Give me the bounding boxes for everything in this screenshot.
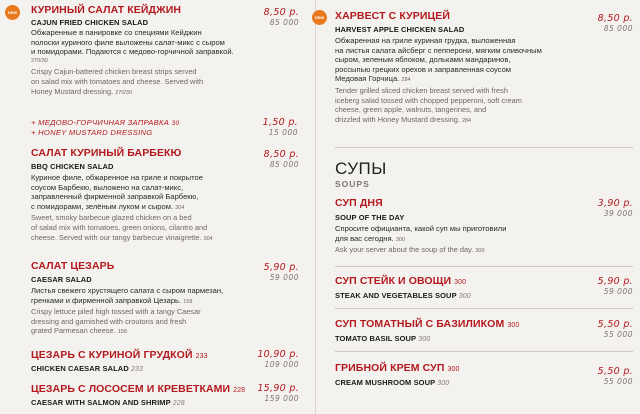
item-description-ru: Спросите официанта, какой суп мы приготовили для вас сегодня. 300 bbox=[335, 224, 507, 243]
item-title-en: CAESAR SALAD bbox=[31, 275, 92, 284]
item-title-ru: СУП ТОМАТНЫЙ С БАЗИЛИКОМ 300 bbox=[335, 318, 520, 330]
new-badge: NEW bbox=[5, 5, 20, 20]
item-divider bbox=[335, 351, 633, 352]
item-description-ru: Листья свежего хрустящего салата с сыром пармезан, гренками и фирменной заправкой Цезарь. 158 bbox=[31, 286, 224, 305]
menu-item-mushroom-soup[interactable] bbox=[335, 362, 633, 387]
item-title-ru: СУП ДНЯ bbox=[335, 197, 383, 209]
section-title-soups: СУПЫ bbox=[335, 159, 387, 178]
menu-item-soup-of-the-day[interactable] bbox=[335, 197, 633, 257]
right-column bbox=[306, 0, 640, 414]
section-subtitle-soups: SOUPS bbox=[335, 179, 370, 189]
item-description-en: Crispy Cajun-battered chicken breast strips served on salad mix with tomatoes and cheese. Served with Honey Mustard dressing. 270/30 bbox=[31, 67, 204, 96]
menu-item-bbq[interactable] bbox=[31, 147, 301, 244]
item-price: 10,90 р. 109 000 bbox=[257, 349, 299, 369]
menu-item-steak-soup[interactable] bbox=[335, 275, 633, 300]
item-description-en: Crispy lettuce piled high tossed with a tangy Caesar dressing and garnished with croutons and fresh grated Parmesan cheese. 158 bbox=[31, 307, 201, 336]
item-divider bbox=[335, 266, 633, 267]
menu-item-tomato-soup[interactable] bbox=[335, 318, 633, 343]
item-description-ru: Куриное филе, обжаренное на гриле и покрытое соусом Барбекю, выложено на салат-микс, заправленный фирменной заправкой Барбекю, с помидорами, зелёным луком и сыром. 304 bbox=[31, 173, 203, 211]
addon-price: 1,50 р. 15 000 bbox=[262, 117, 298, 137]
item-price: 5,90 р. 59 000 bbox=[597, 276, 633, 296]
addon-dressing-en: + HONEY MUSTARD DRESSING bbox=[31, 128, 153, 137]
item-title-en: CAJUN FRIED CHICKEN SALAD bbox=[31, 18, 149, 27]
item-title-ru: ЦЕЗАРЬ С ЛОСОСЕМ И КРЕВЕТКАМИ 228 bbox=[31, 383, 246, 395]
item-title-en: SOUP OF THE DAY bbox=[335, 213, 405, 222]
item-price: 8,50 р. 85 000 bbox=[263, 149, 299, 169]
item-price: 8,50 р. 85 000 bbox=[263, 7, 299, 27]
item-price: 15,90 р. 159 000 bbox=[257, 383, 299, 403]
item-price: 8,50 р. 85 000 bbox=[597, 13, 633, 33]
left-column bbox=[0, 0, 306, 414]
item-title-ru: ГРИБНОЙ КРЕМ СУП 300 bbox=[335, 362, 460, 374]
item-price: 5,50 р. 55 000 bbox=[597, 319, 633, 339]
item-price: 5,90 р. 59 000 bbox=[263, 262, 299, 282]
item-description-en: Tender grilled sliced chicken breast served with fresh iceberg salad tossed with chopped pepperoni, soft cream cheese, green apple, walnuts, tangerines, and drizzled with Honey Mustard dressing. 284 bbox=[335, 85, 522, 124]
item-title-en: CHICKEN CAESAR SALAD 233 bbox=[31, 364, 144, 373]
new-badge: NEW bbox=[312, 10, 327, 25]
item-title-en: BBQ CHICKEN SALAD bbox=[31, 162, 114, 171]
item-title-ru: ЦЕЗАРЬ С КУРИНОЙ ГРУДКОЙ 233 bbox=[31, 349, 208, 361]
section-divider bbox=[335, 147, 633, 148]
addon-dressing-ru[interactable]: + МЕДОВО-ГОРЧИЧНАЯ ЗАПРАВКА 30 bbox=[31, 118, 180, 127]
item-title-ru: ХАРВЕСТ С КУРИЦЕЙ bbox=[335, 10, 451, 22]
item-price: 3,90 р. 39 000 bbox=[597, 198, 633, 218]
menu-item-harvest[interactable] bbox=[335, 10, 633, 126]
menu-item-caesar-salmon[interactable] bbox=[31, 383, 301, 407]
item-title-ru: СУП СТЕЙК И ОВОЩИ 300 bbox=[335, 275, 467, 287]
item-title-en: HARVEST APPLE CHICKEN SALAD bbox=[335, 25, 465, 34]
menu-item-cajun[interactable] bbox=[31, 4, 301, 98]
item-title-en: STEAK AND VEGETABLES SOUP 300 bbox=[335, 291, 471, 300]
item-title-ru: САЛАТ КУРИНЫЙ БАРБЕКЮ bbox=[31, 147, 182, 159]
item-title-en: CREAM MUSHROOM SOUP 300 bbox=[335, 378, 450, 387]
item-description-ru: Обжаренная на гриле куриная грудка, выложенная на листья салата айсберг с пепперони, мягким сливочным сыром, зеленым яблоком, дольками мандаринов, россыпью грецких орехов и заправленная соусом Медовая Горчица. 284 bbox=[335, 36, 542, 84]
item-title-en: CAESAR WITH SALMON AND SHRIMP 228 bbox=[31, 398, 185, 407]
item-description-en: Sweet, smoky barbecue glazed chicken on a bed of salad mix with tomatoes, green onions, cilantro and cheese. Served with our tangy barbecue vinaigrette. 304 bbox=[31, 213, 213, 242]
item-description-ru: Обжаренные в панировке со специями Кейджин полоски куриного филе выложены салат-микс с сыром и помидорами. Подаются с медово-горчичной заправкой. 270/30 bbox=[31, 28, 234, 64]
item-title-en: TOMATO BASIL SOUP 300 bbox=[335, 334, 431, 343]
item-divider bbox=[335, 308, 633, 309]
item-description-en: Ask your server about the soup of the day. 300 bbox=[335, 245, 485, 255]
item-title-ru: КУРИНЫЙ САЛАТ КЕЙДЖИН bbox=[31, 4, 182, 16]
menu-item-caesar-chicken[interactable] bbox=[31, 349, 301, 373]
item-title-ru: САЛАТ ЦЕЗАРЬ bbox=[31, 260, 115, 272]
menu-item-caesar[interactable] bbox=[31, 260, 301, 338]
item-price: 5,50 р. 55 000 bbox=[597, 366, 633, 386]
